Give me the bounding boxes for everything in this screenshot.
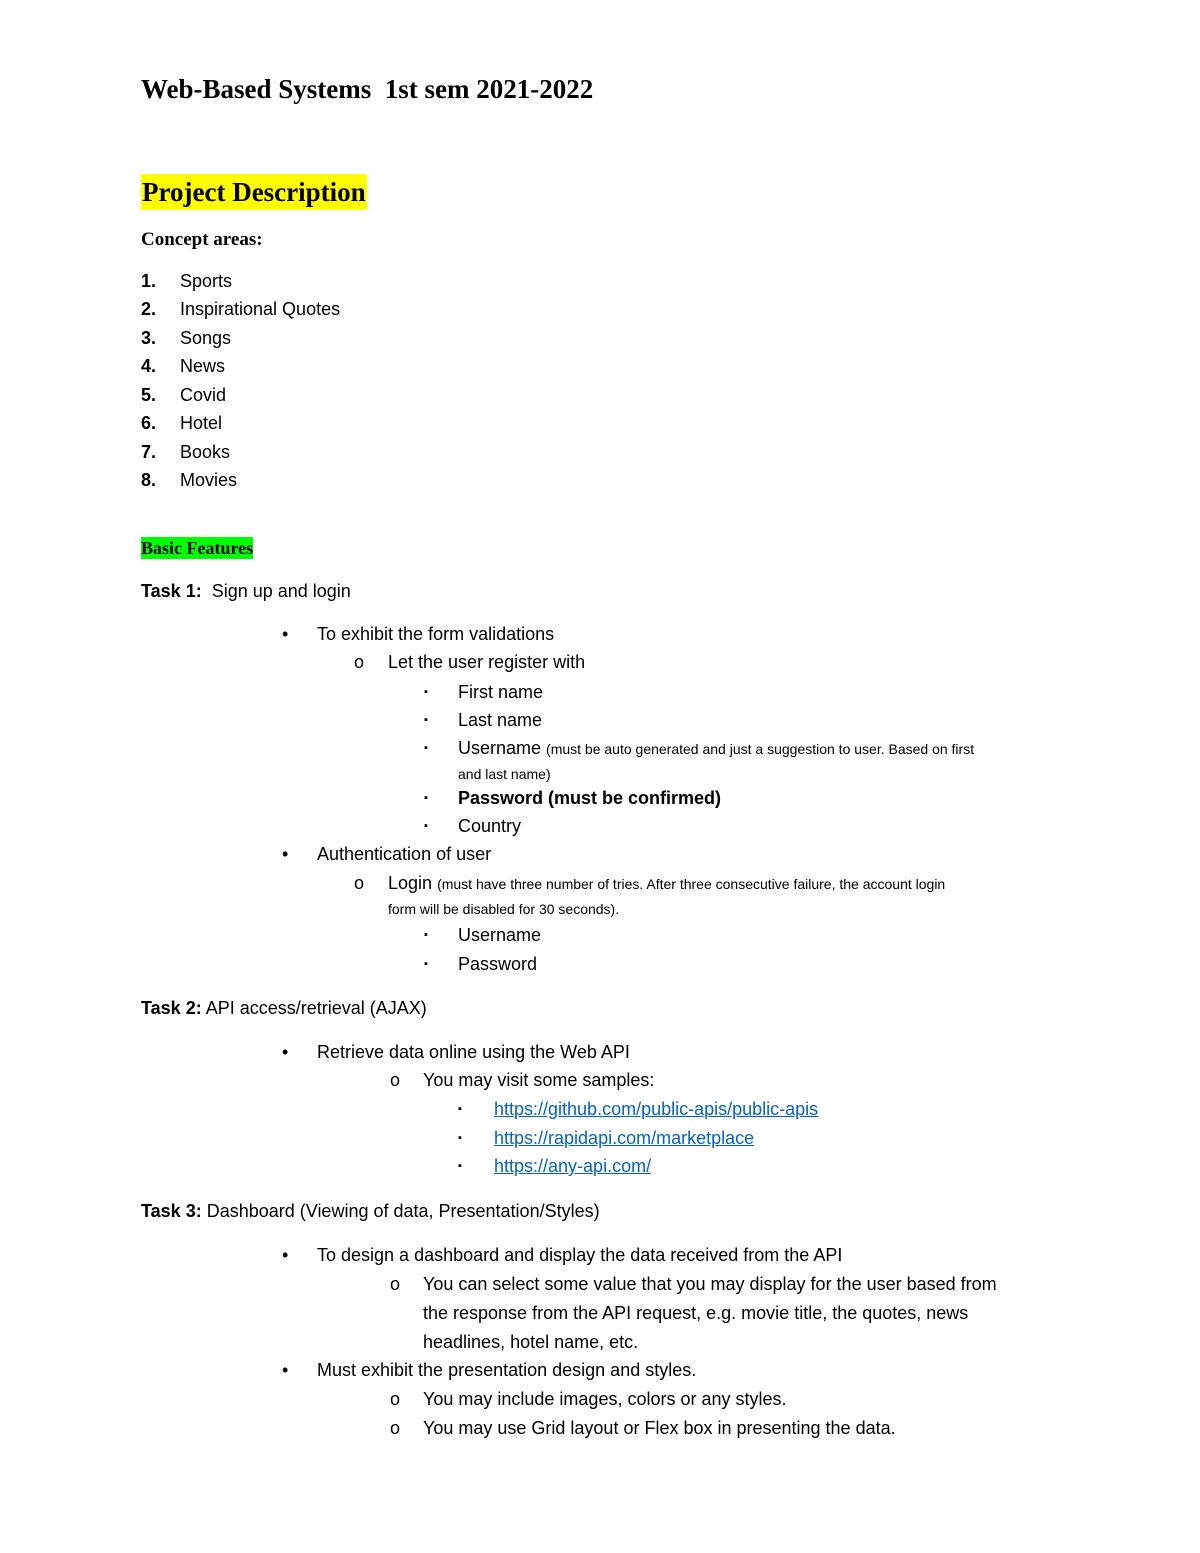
retrieve-item: Retrieve data online using the Web API	[317, 1042, 630, 1062]
bullet-icon: •	[282, 1360, 289, 1380]
form-validations-item: To exhibit the form validations	[317, 624, 555, 644]
register-item: Let the user register with	[388, 652, 586, 672]
login-note-continued: form will be disabled for 30 seconds).	[388, 901, 620, 917]
task-3-label: Task 3:	[141, 1201, 202, 1221]
username-note: (must be auto generated and just a suggestion to user. Based on first	[546, 741, 975, 757]
square-bullet-icon: ▪	[424, 792, 428, 804]
square-bullet-icon: ▪	[458, 1103, 462, 1115]
login-label: Login	[388, 873, 433, 893]
authentication-item: Authentication of user	[317, 844, 492, 864]
any-api-link[interactable]: https://any-api.com/	[494, 1156, 652, 1176]
circle-bullet-icon: o	[390, 1418, 401, 1438]
login-password-item: Password	[458, 954, 538, 974]
bullet-icon: •	[282, 1245, 289, 1265]
circle-bullet-icon: o	[354, 652, 365, 672]
select-value-item-continued: the response from the API request, e.g. movie title, the quotes, news	[423, 1303, 969, 1323]
list-label: Inspirational Quotes	[180, 299, 341, 319]
exhibit-design-item: Must exhibit the presentation design and styles.	[317, 1360, 697, 1380]
bullet-icon: •	[282, 1042, 289, 1062]
square-bullet-icon: ▪	[458, 1160, 462, 1172]
login-note: (must have three number of tries. After three consecutive failure, the account login	[437, 876, 946, 892]
design-dashboard-item: To design a dashboard and display the data received from the API	[317, 1245, 843, 1265]
github-public-apis-link[interactable]: https://github.com/public-apis/public-apis	[494, 1099, 819, 1119]
list-label: Songs	[180, 328, 232, 348]
circle-bullet-icon: o	[390, 1274, 401, 1294]
square-bullet-icon: ▪	[424, 929, 428, 941]
list-number: 6.	[141, 413, 157, 433]
project-description-heading: Project Description	[141, 174, 367, 210]
list-number: 3.	[141, 328, 157, 348]
basic-features-heading: Basic Features	[141, 538, 254, 558]
task-1-label: Task 1:	[141, 581, 202, 601]
list-number: 1.	[141, 271, 157, 291]
list-number: 2.	[141, 299, 157, 319]
list-number: 7.	[141, 442, 157, 462]
list-number: 5.	[141, 385, 157, 405]
task-1-heading	[141, 580, 351, 602]
login-username-item: Username	[458, 925, 542, 945]
login-item	[388, 872, 945, 895]
task-1-title: Sign up and login	[201, 581, 351, 601]
username-note-continued: and last name)	[458, 766, 551, 782]
square-bullet-icon: ▪	[424, 742, 428, 754]
select-value-item-continued: headlines, hotel name, etc.	[423, 1332, 639, 1352]
square-bullet-icon: ▪	[424, 714, 428, 726]
task-2-heading	[141, 997, 427, 1019]
document-title: Web-Based Systems 1st sem 2021-2022	[141, 74, 594, 104]
list-label: Movies	[180, 470, 238, 490]
last-name-item: Last name	[458, 710, 543, 730]
country-item: Country	[458, 816, 522, 836]
grid-flexbox-item: You may use Grid layout or Flex box in presenting the data.	[423, 1418, 896, 1438]
task-2-title: API access/retrieval (AJAX)	[201, 998, 427, 1018]
task-3-heading	[141, 1200, 600, 1222]
samples-item: You may visit some samples:	[423, 1070, 655, 1090]
first-name-item: First name	[458, 682, 544, 702]
bullet-icon: •	[282, 624, 289, 644]
rapidapi-marketplace-link[interactable]: https://rapidapi.com/marketplace	[494, 1128, 755, 1148]
square-bullet-icon: ▪	[424, 820, 428, 832]
select-value-item: You can select some value that you may display for the user based from	[423, 1274, 997, 1294]
bullet-icon: •	[282, 844, 289, 864]
list-label: Hotel	[180, 413, 223, 433]
square-bullet-icon: ▪	[458, 1132, 462, 1144]
list-number: 4.	[141, 356, 157, 376]
square-bullet-icon: ▪	[424, 958, 428, 970]
list-number: 8.	[141, 470, 157, 490]
list-label: Covid	[180, 385, 227, 405]
username-item	[458, 737, 974, 760]
concept-areas-heading: Concept areas:	[141, 229, 263, 250]
include-images-item: You may include images, colors or any styles.	[423, 1389, 787, 1409]
password-item: Password (must be confirmed)	[458, 788, 722, 808]
circle-bullet-icon: o	[354, 873, 365, 893]
circle-bullet-icon: o	[390, 1389, 401, 1409]
list-label: Books	[180, 442, 231, 462]
task-3-title: Dashboard (Viewing of data, Presentation/Styles)	[201, 1201, 600, 1221]
list-label: Sports	[180, 271, 233, 291]
task-2-label: Task 2:	[141, 998, 202, 1018]
circle-bullet-icon: o	[390, 1070, 401, 1090]
username-label: Username	[458, 738, 542, 758]
list-label: News	[180, 356, 226, 376]
square-bullet-icon: ▪	[424, 686, 428, 698]
